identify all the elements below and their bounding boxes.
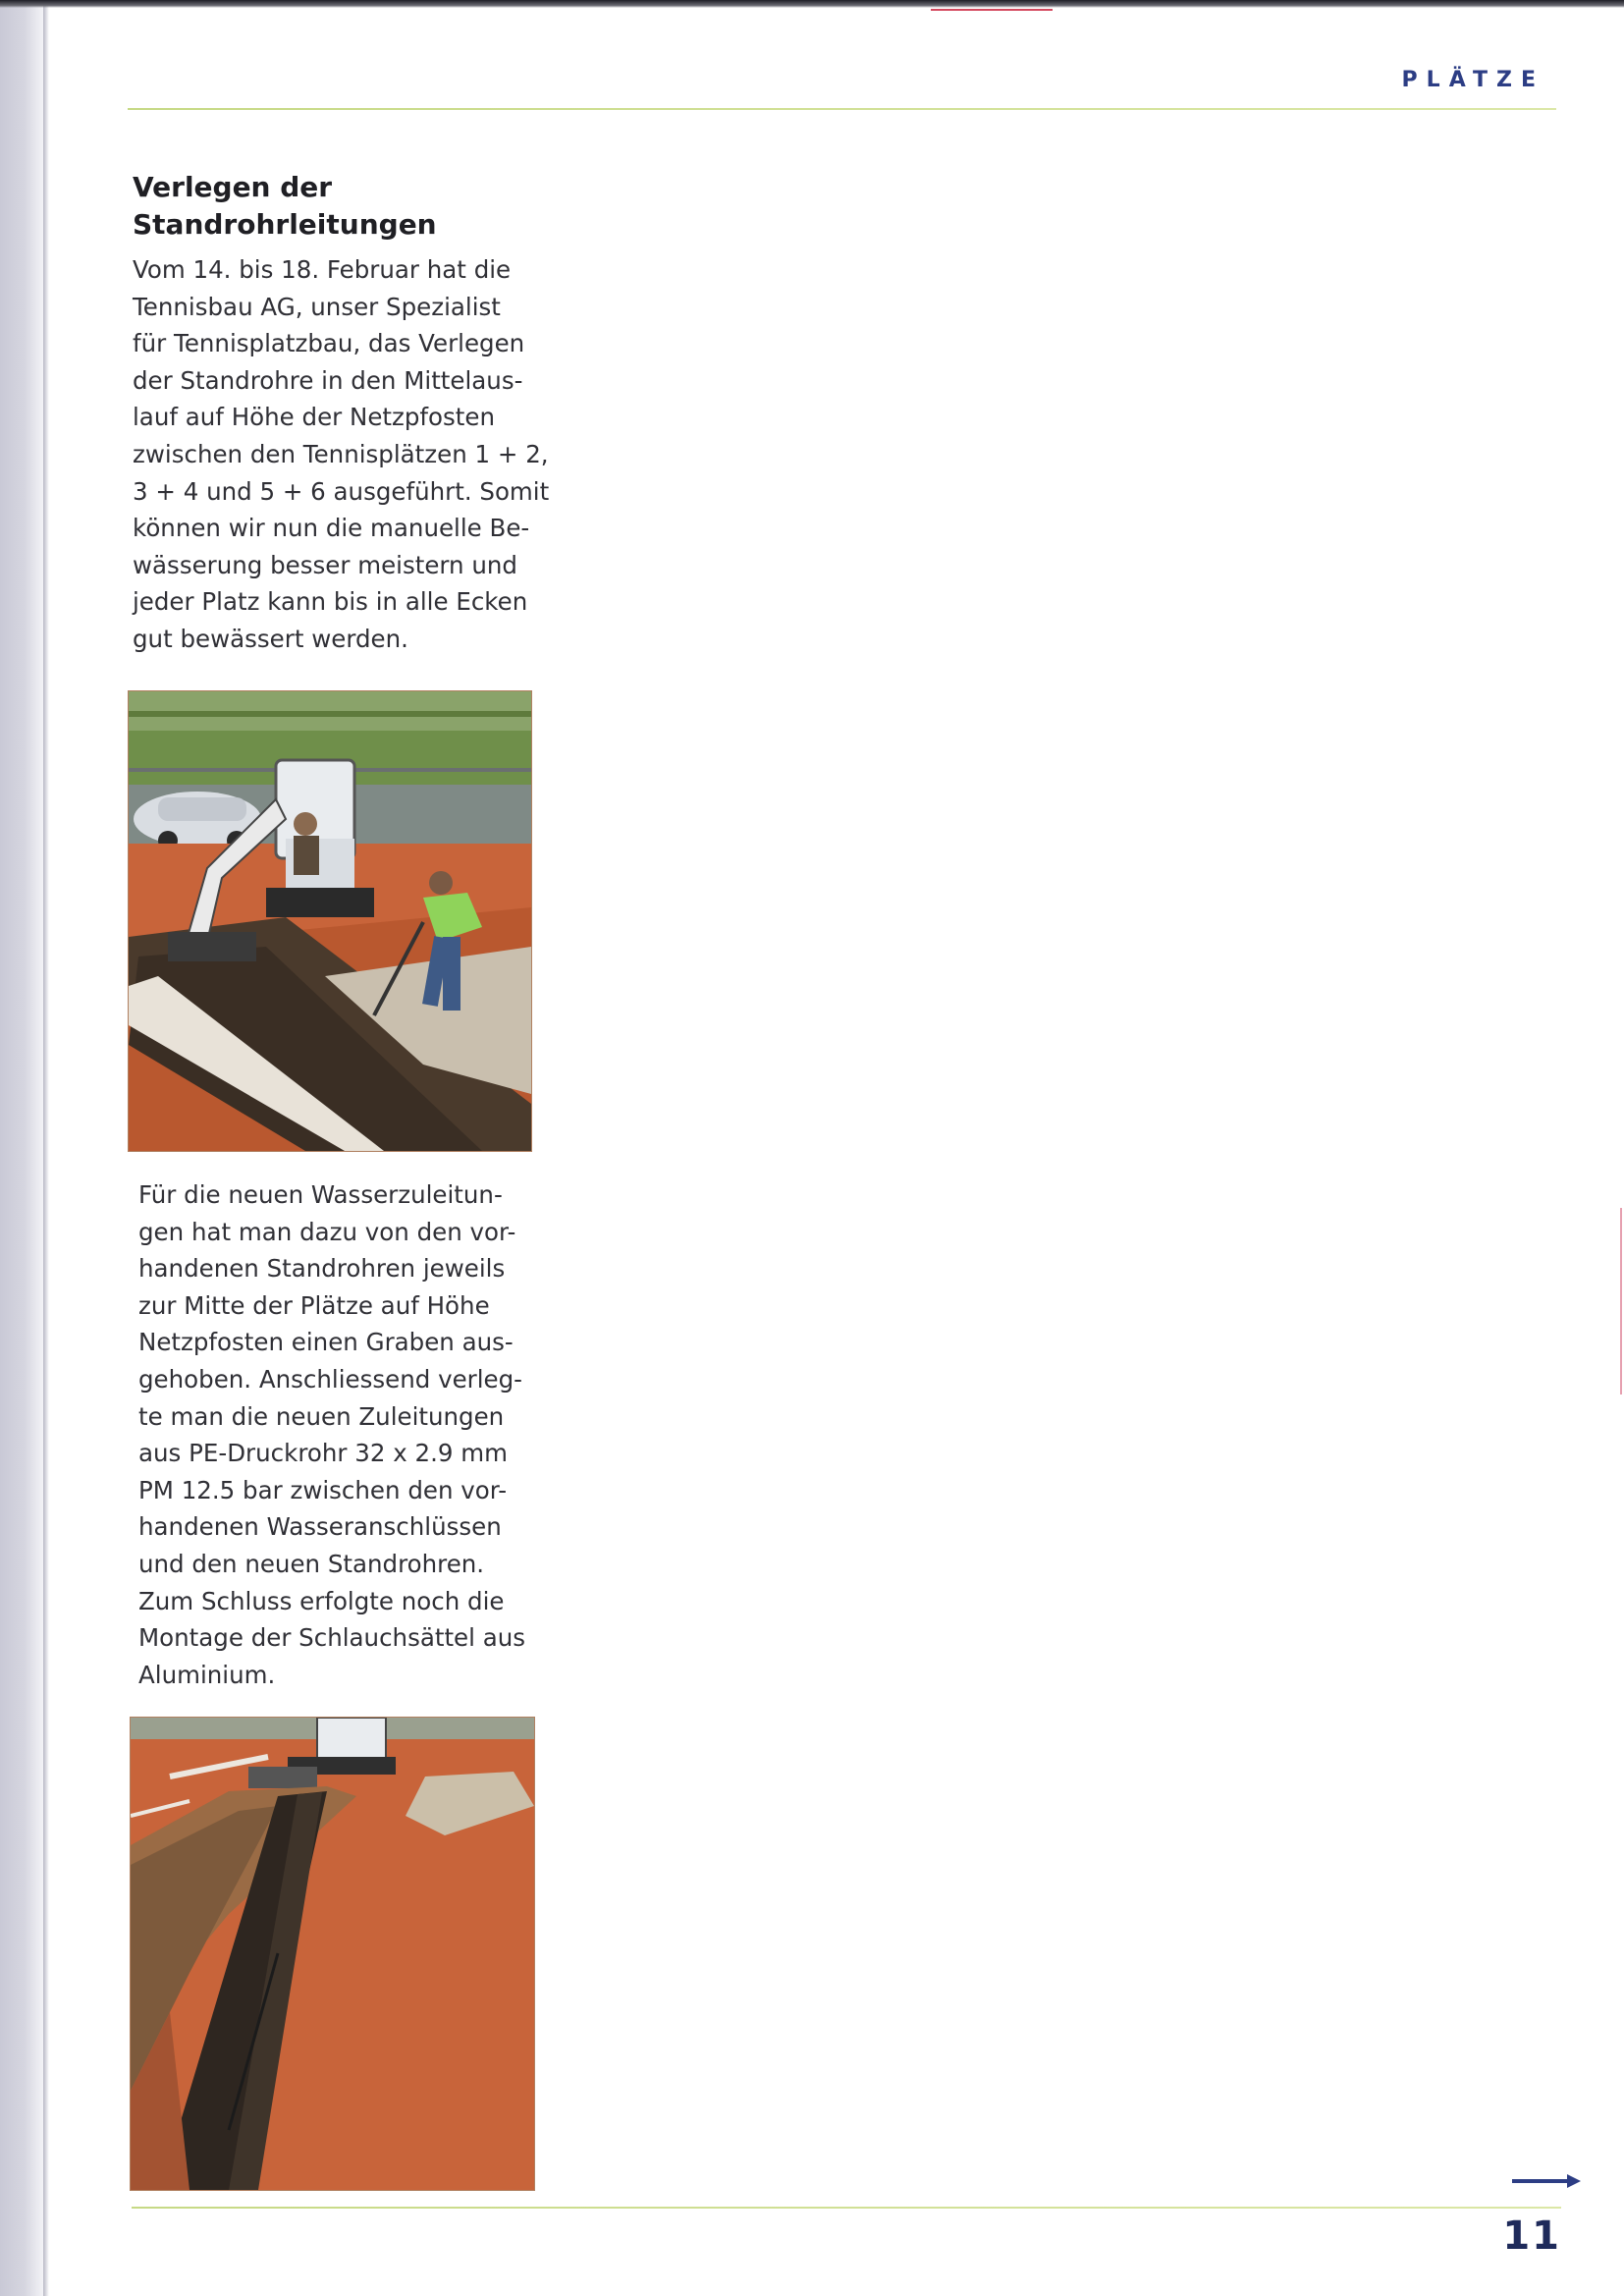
text-line: aus PE-Druckrohr 32 x 2.9 mm — [138, 1439, 508, 1468]
page-number: 11 — [1502, 2214, 1561, 2259]
paragraph-details — [138, 1176, 570, 1693]
arrow-right-glyph — [1512, 2172, 1581, 2190]
text-line: Zum Schluss erfolgte noch die — [138, 1586, 505, 1615]
text-line: Netzpfosten einen Graben aus- — [138, 1328, 514, 1357]
page-top-edge — [0, 0, 1624, 8]
text-line: für Tennisplatzbau, das Verlegen — [133, 329, 525, 358]
article-heading — [133, 169, 565, 244]
text-line: zwischen den Tennisplätzen 1 + 2, — [133, 439, 549, 468]
page-right-edge-mark — [1620, 1208, 1622, 1394]
text-line: der Standrohre in den Mittelaus- — [133, 365, 523, 395]
text-line: und den neuen Standrohren. — [138, 1549, 485, 1578]
text-line: PM 12.5 bar zwischen den vor- — [138, 1475, 508, 1504]
text-line: handenen Standrohren jeweils — [138, 1254, 506, 1284]
heading-line-2: Standrohrleitungen — [133, 208, 437, 241]
text-line: wässerung besser meistern und — [133, 550, 517, 579]
text-line: Tennisbau AG, unser Spezialist — [133, 292, 501, 321]
photo-excavator-on-court — [129, 691, 531, 1151]
photo-trench-on-court — [131, 1718, 534, 2190]
heading-line-1: Verlegen der — [133, 171, 333, 203]
text-line: gehoben. Anschliessend verleg- — [138, 1364, 522, 1394]
text-line: Vom 14. bis 18. Februar hat die — [133, 255, 512, 284]
page-binding-shadow — [0, 0, 45, 2296]
text-line: Für die neuen Wasserzuleitun- — [138, 1180, 503, 1209]
header-rule — [128, 108, 1556, 110]
text-line: können wir nun die manuelle Be- — [133, 514, 530, 543]
photo-trench-illustration — [131, 1718, 534, 2190]
text-line: handenen Wasseranschlüssen — [138, 1512, 502, 1542]
text-line: Montage der Schlauchsättel aus — [138, 1623, 526, 1653]
text-line: 3 + 4 und 5 + 6 ausgeführt. Somit — [133, 476, 550, 506]
text-line: gut bewässert werden. — [133, 624, 408, 653]
page-top-red-mark — [931, 9, 1053, 11]
page-binding-edge — [43, 0, 49, 2296]
paragraph-intro — [133, 251, 565, 658]
photo-excavator-illustration — [129, 691, 531, 1151]
arrow-right-icon[interactable] — [1512, 2172, 1581, 2190]
text-line: te man die neuen Zuleitungen — [138, 1401, 505, 1431]
text-line: jeder Platz kann bis in alle Ecken — [133, 587, 528, 617]
text-line: gen hat man dazu von den vor- — [138, 1217, 516, 1246]
text-line: Aluminium. — [138, 1660, 276, 1689]
footer-rule — [132, 2207, 1561, 2209]
text-line: lauf auf Höhe der Netzpfosten — [133, 403, 496, 432]
section-label: PLÄTZE — [1401, 68, 1544, 92]
text-line: zur Mitte der Plätze auf Höhe — [138, 1290, 490, 1320]
